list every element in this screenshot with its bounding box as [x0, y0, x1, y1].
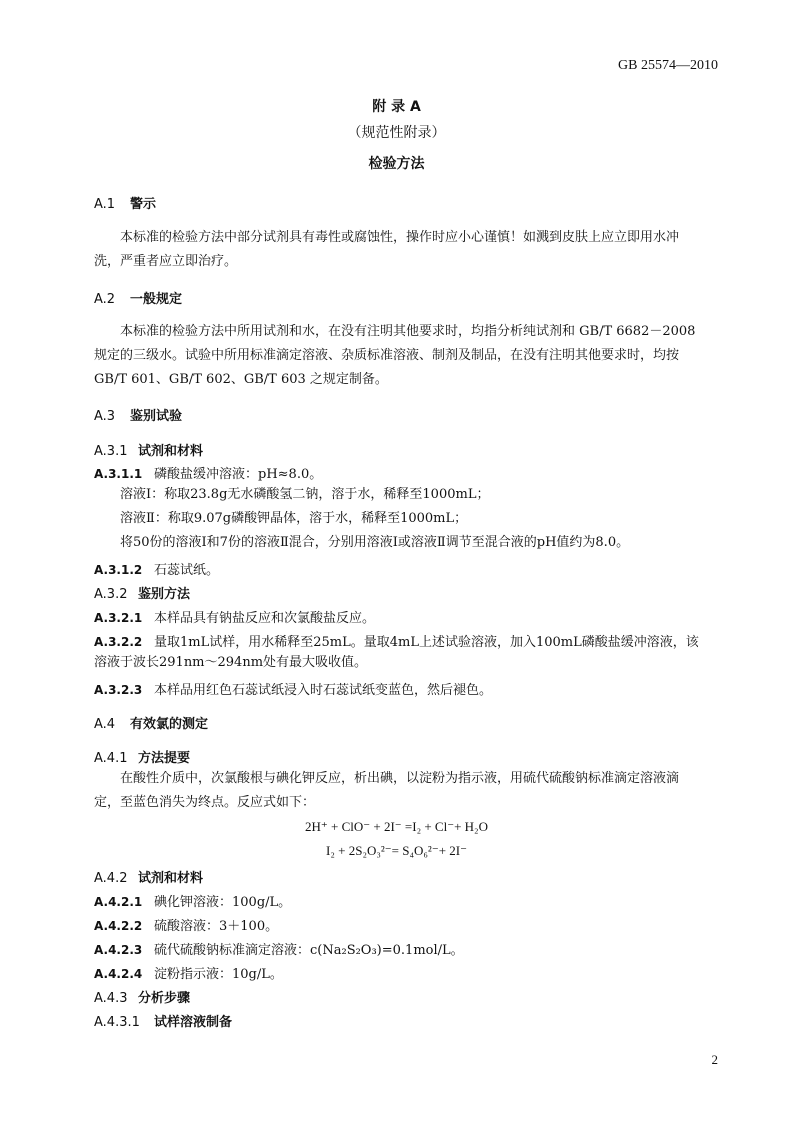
section-number: A.4.3 [94, 991, 128, 1006]
paragraph-line: 溶液Ⅰ：称取23.8g无水磷酸氢二钠，溶于水，稀释至1000mL； [120, 487, 490, 502]
clause-a421 [94, 891, 291, 910]
appendix-title: 附 录 A [372, 99, 421, 115]
section-title: 警示 [130, 197, 157, 212]
clause-a423 [94, 939, 464, 958]
section-title: 方法提要 [138, 751, 191, 766]
paragraph-line: 规定的三级水。试验中所用标准滴定溶液、杂质标准溶液、制剂及制品，在没有注明其他要求时，均按 [94, 348, 680, 363]
clause-number: A.3.1.1 [94, 467, 143, 481]
clause-a322 [94, 631, 699, 650]
section-title: 试剂和材料 [138, 444, 204, 459]
appendix-note: （规范性附录） [347, 125, 446, 141]
clause-text: 硫代硫酸钠标准滴定溶液：c(Na₂S₂O₃)=0.1mol/L。 [154, 943, 464, 958]
section-title: 试样溶液制备 [154, 1015, 233, 1030]
paragraph-line: 将50份的溶液Ⅰ和7份的溶液Ⅱ混合，分别用溶液Ⅰ或溶液Ⅱ调节至混合液的pH值约为8.0。 [120, 535, 630, 550]
section-heading-a42 [94, 867, 203, 886]
section-heading-a3 [94, 405, 182, 424]
section-title: 一般规定 [130, 292, 183, 307]
section-number: A.1 [94, 197, 116, 212]
clause-text: 本样品具有钠盐反应和次氯酸盐反应。 [154, 611, 376, 626]
clause-text: 磷酸盐缓冲溶液：pH≈8.0。 [154, 467, 323, 482]
section-heading-a31 [94, 440, 203, 459]
section-title: 有效氯的测定 [130, 717, 209, 732]
paragraph-line: 在酸性介质中，次氯酸根与碘化钾反应，析出碘，以淀粉为指示液，用硫代硫酸钠标准滴定溶液滴 [120, 771, 680, 786]
clause-text: 硫酸溶液：3＋100。 [154, 919, 279, 934]
section-heading-a4 [94, 713, 208, 732]
clause-number: A.4.2.1 [94, 895, 143, 909]
section-title: 鉴别试验 [130, 409, 183, 424]
section-heading-a1 [94, 193, 156, 212]
clause-a312 [94, 559, 219, 578]
clause-number: A.3.2.1 [94, 611, 143, 625]
section-heading-a32 [94, 583, 190, 602]
section-title: 分析步骤 [138, 991, 191, 1006]
paragraph-line: 本标准的检验方法中所用试剂和水，在没有注明其他要求时，均指分析纯试剂和 GB/T 6682－2008 [120, 324, 696, 339]
section-heading-a43 [94, 987, 190, 1006]
clause-number: A.3.2.2 [94, 635, 143, 649]
paragraph-line: 溶液于波长291nm～294nm处有最大吸收值。 [94, 655, 368, 670]
section-number: A.4.1 [94, 751, 128, 766]
paragraph-line: GB/T 601、GB/T 602、GB/T 603 之规定制备。 [94, 372, 388, 387]
section-number: A.3.1 [94, 444, 128, 459]
section-number: A.2 [94, 292, 116, 307]
clause-a424 [94, 963, 283, 982]
paragraph-line: 定，至蓝色消失为终点。反应式如下： [94, 795, 316, 810]
clause-number: A.4.2.2 [94, 919, 143, 933]
equation-2: I₂ + 2S₂O₃²⁻= S₄O₆²⁻+ 2I⁻ [326, 843, 467, 858]
equation-1: 2H⁺ + ClO⁻ + 2I⁻ =I₂ + Cl⁻+ H₂O [305, 819, 488, 834]
clause-text: 石蕊试纸。 [154, 563, 220, 578]
page-title: 检验方法 [368, 156, 425, 172]
section-number: A.4.2 [94, 871, 128, 886]
section-number: A.3 [94, 409, 116, 424]
clause-text: 本样品用红色石蕊试纸浸入时石蕊试纸变蓝色，然后褪色。 [154, 683, 493, 698]
section-number: A.3.2 [94, 587, 128, 602]
clause-number: A.3.1.2 [94, 563, 143, 577]
clause-text: 量取1mL试样，用水稀释至25mL。量取4mL上述试验溶液，加入100mL磷酸盐缓冲溶液，该 [154, 635, 699, 650]
clause-number: A.4.2.3 [94, 943, 143, 957]
section-number: A.4 [94, 717, 116, 732]
clause-a323 [94, 679, 492, 698]
clause-number: A.4.2.4 [94, 967, 143, 981]
paragraph-line: 洗，严重者应立即治疗。 [94, 254, 238, 269]
section-number: A.4.3.1 [94, 1015, 140, 1030]
section-heading-a431 [94, 1011, 232, 1030]
clause-text: 淀粉指示液：10g/L。 [154, 967, 283, 982]
clause-a422 [94, 915, 278, 934]
section-title: 鉴别方法 [138, 587, 191, 602]
paragraph-line: 溶液Ⅱ：称取9.07g磷酸钾晶体，溶于水，稀释至1000mL； [120, 511, 468, 526]
section-heading-a41 [94, 747, 190, 766]
clause-a321 [94, 607, 375, 626]
standard-number: GB 25574—2010 [618, 58, 718, 73]
clause-text: 碘化钾溶液：100g/L。 [154, 895, 292, 910]
clause-a311 [94, 463, 322, 482]
paragraph-line: 本标准的检验方法中部分试剂具有毒性或腐蚀性，操作时应小心谨慎！如溅到皮肤上应立即用水冲 [120, 230, 680, 245]
section-heading-a2 [94, 288, 182, 307]
section-title: 试剂和材料 [138, 871, 204, 886]
clause-number: A.3.2.3 [94, 683, 143, 697]
page-number: 2 [711, 1052, 718, 1067]
